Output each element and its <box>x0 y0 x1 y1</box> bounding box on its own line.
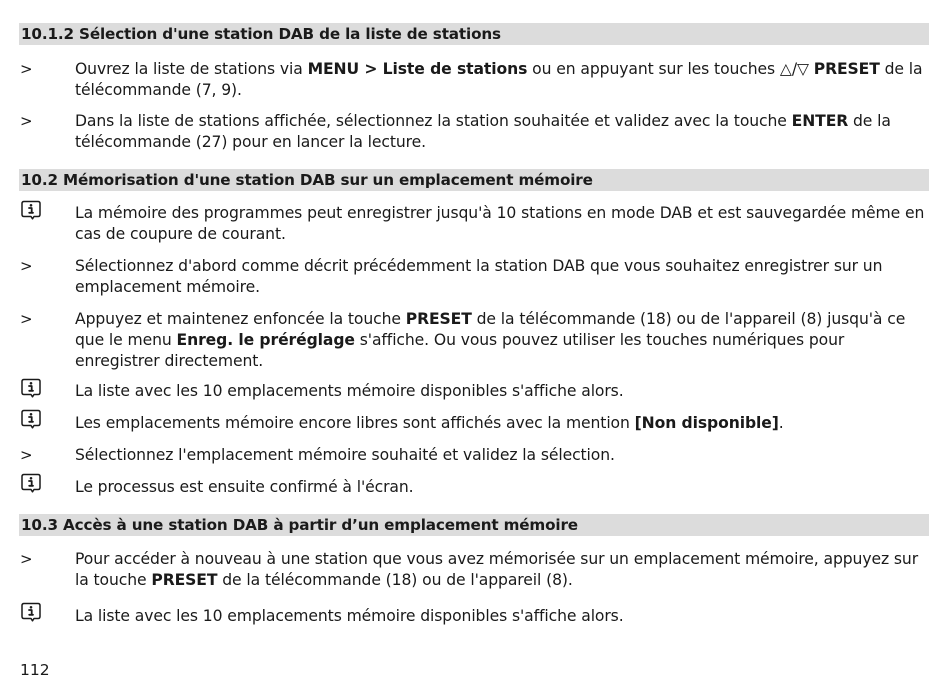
ui-term: MENU > Liste de stations <box>307 60 528 78</box>
ui-term: PRESET <box>151 571 218 589</box>
text-run: Dans la liste de stations affichée, sélectionnez la station souhaitée et validez avec la touche <box>75 112 792 130</box>
text-run: . <box>778 414 784 432</box>
paragraph <box>75 59 931 101</box>
text-run: de la télécommande (7, 9). <box>75 60 923 99</box>
paragraph <box>75 606 931 627</box>
text-run: de la télécommande (18) ou de l'appareil (8). <box>217 571 573 589</box>
text-run: Ouvrez la liste de stations via <box>75 60 308 78</box>
info-icon <box>20 377 42 399</box>
text-run: Le processus est ensuite confirmé à l'écran. <box>75 478 414 496</box>
text-run: Appuyez et maintenez enfoncée la touche <box>75 310 406 328</box>
paragraph <box>75 445 931 466</box>
text-run: Pour accéder à nouveau à une station que vous avez mémorisée sur un emplacement mémoire, appuyez sur la touche <box>75 550 919 589</box>
paragraph <box>75 413 931 434</box>
paragraph <box>75 111 931 153</box>
text-run: ou en appuyant sur les touches △/▽ <box>527 60 814 78</box>
section-heading-10-1-2: 10.1.2 Sélection d'une station DAB de la liste de stations <box>19 23 929 45</box>
step-marker: > <box>20 310 33 328</box>
text-run: Les emplacements mémoire encore libres sont affichés avec la mention <box>75 414 635 432</box>
info-icon <box>20 408 42 430</box>
ui-term: [Non disponible] <box>634 414 779 432</box>
step-marker: > <box>20 60 33 78</box>
text-run: Sélectionnez l'emplacement mémoire souhaité et validez la sélection. <box>75 446 615 464</box>
ui-term: PRESET <box>813 60 880 78</box>
step-marker: > <box>20 112 33 130</box>
ui-term: PRESET <box>405 310 472 328</box>
paragraph <box>75 203 931 245</box>
step-marker: > <box>20 550 33 568</box>
text-run: La liste avec les 10 emplacements mémoire disponibles s'affiche alors. <box>75 607 624 625</box>
section-heading-10-3: 10.3 Accès à une station DAB à partir d’un emplacement mémoire <box>19 514 929 536</box>
section-heading-10-2: 10.2 Mémorisation d'une station DAB sur un emplacement mémoire <box>19 169 929 191</box>
ui-term: ENTER <box>791 112 849 130</box>
text-run: La liste avec les 10 emplacements mémoire disponibles s'affiche alors. <box>75 382 624 400</box>
ui-term: Enreg. le préréglage <box>176 331 355 349</box>
paragraph <box>75 309 931 372</box>
step-marker: > <box>20 257 33 275</box>
text-run: La mémoire des programmes peut enregistrer jusqu'à 10 stations en mode DAB et est sauvegardée même en cas de coupure de courant. <box>75 204 925 243</box>
text-run: de la télécommande (27) pour en lancer la lecture. <box>75 112 891 151</box>
text-run: s'affiche. Ou vous pouvez utiliser les touches numériques pour enregistrer directement. <box>75 331 845 370</box>
paragraph <box>75 381 931 402</box>
info-icon <box>20 472 42 494</box>
text-run: Sélectionnez d'abord comme décrit précédemment la station DAB que vous souhaitez enregistrer sur un emplacement mémoire. <box>75 257 883 296</box>
page-number: 112 <box>20 661 50 679</box>
text-run: de la télécommande (18) ou de l'appareil (8) jusqu'à ce que le menu <box>75 310 906 349</box>
paragraph <box>75 477 931 498</box>
paragraph <box>75 549 931 591</box>
step-marker: > <box>20 446 33 464</box>
info-icon <box>20 199 42 221</box>
info-icon <box>20 601 42 623</box>
paragraph <box>75 256 931 298</box>
